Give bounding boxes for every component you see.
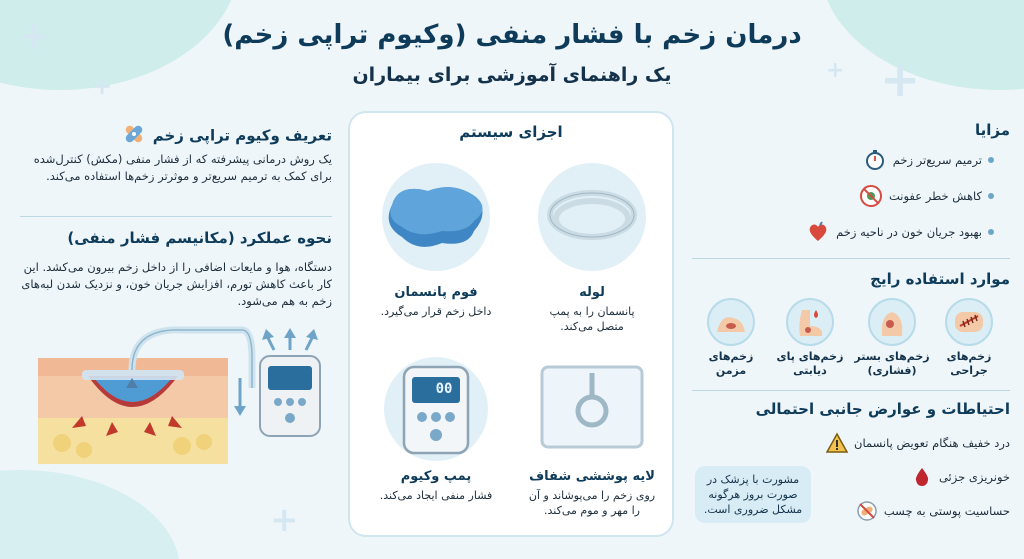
- bullet: [988, 229, 994, 235]
- component-foam-desc: داخل زخم قرار می‌گیرد.: [380, 305, 492, 318]
- diabetic-foot-icon: [786, 298, 834, 346]
- stopwatch-icon: [863, 148, 887, 172]
- film-icon: [522, 353, 662, 463]
- component-tube-desc: پانسمان را به پمپ متصل می‌کند.: [549, 305, 635, 333]
- warning-icon: [826, 432, 848, 454]
- component-film-desc: روی زخم را می‌پوشاند و آن را مهر و موم می‌کند.: [528, 489, 656, 517]
- component-film: [522, 353, 662, 533]
- benefit-item: [806, 220, 994, 244]
- precautions-title: احتیاطات و عوارض جانبی احتمالی: [755, 400, 1010, 418]
- divider: [20, 216, 332, 217]
- benefit-item-label: کاهش خطر عفونت: [888, 189, 982, 203]
- component-film-name: لایه پوششی شفاف: [529, 469, 655, 484]
- plus-decoration-icon: +: [826, 58, 845, 83]
- definition-text: یک روش درمانی پیشرفته که از فشار منفی (مکش) کنترل‌شده برای کمک به ترمیم سریع‌تر و موثرتر زخم‌ها استفاده می‌کند.: [33, 152, 332, 183]
- use-item-surgical: [934, 298, 1004, 378]
- wound-illustration: [32, 318, 328, 468]
- precaution-item-label: حساسیت پوستی به چسب: [883, 504, 1010, 518]
- component-tube-name: لوله: [579, 285, 605, 300]
- precaution-item-label: خونریزی جزئی: [938, 470, 1010, 484]
- component-foam-name: فوم پانسمان: [394, 285, 478, 300]
- divider: [692, 258, 1010, 259]
- use-item-pressure: [852, 298, 932, 378]
- page-subtitle: یک راهنمای آموزشی برای بیماران: [352, 64, 672, 86]
- no-germs-icon: [859, 184, 883, 208]
- doctor-consult-note: مشورت با پزشک در صورت بروز هرگونه مشکل ضروری است.: [695, 466, 811, 523]
- surgical-wound-icon: [945, 298, 993, 346]
- use-item-label: زخم‌های بستر (فشاری): [854, 350, 930, 377]
- use-item-label: زخم‌های مزمن: [708, 350, 754, 377]
- benefit-item-label: بهبود جریان خون در ناحیه زخم: [836, 225, 982, 239]
- pump-display-readout: 00: [435, 381, 453, 397]
- chronic-wound-icon: [707, 298, 755, 346]
- pump-icon: [358, 353, 514, 463]
- use-item-diabetic: [770, 298, 850, 378]
- component-pump: [358, 353, 514, 533]
- blood-drop-icon: [911, 466, 933, 488]
- use-item-label: زخم‌های پای دیابتی: [776, 350, 844, 377]
- plus-decoration-icon: +: [18, 14, 50, 58]
- component-pump-name: پمپ وکیوم: [400, 469, 472, 484]
- mechanism-text: دستگاه، هوا و مایعات اضافی را از داخل زخم بیرون می‌کشد. این کار باعث کاهش تورم، افزایش جریان خون، و نزدیک شدن لبه‌های زخم به هم می‌شود.: [21, 260, 332, 308]
- uses-title: موارد استفاده رایج: [870, 270, 1010, 288]
- bullet: [988, 193, 994, 199]
- definition-title-text: تعریف وکیوم تراپی زخم: [152, 126, 332, 145]
- definition-title: [10, 121, 332, 151]
- precaution-item: [856, 500, 1010, 522]
- pressure-ulcer-icon: [868, 298, 916, 346]
- components-panel: [348, 111, 674, 537]
- background-wave-bottom-left: [0, 470, 180, 559]
- plus-decoration-icon: +: [270, 500, 299, 540]
- precaution-item: [911, 466, 1010, 488]
- bandage-icon: [121, 121, 147, 151]
- bullet: [988, 157, 994, 163]
- component-foam: [358, 157, 514, 347]
- benefit-item: [863, 148, 994, 172]
- foam-icon: [358, 157, 514, 277]
- use-item-label: زخم‌های جراحی: [946, 350, 992, 377]
- page-title: درمان زخم با فشار منفی (وکیوم تراپی زخم): [222, 20, 802, 50]
- plus-decoration-icon: +: [92, 72, 113, 100]
- use-item-chronic: [696, 298, 766, 378]
- heart-icon: [806, 220, 830, 244]
- component-pump-desc: فشار منفی ایجاد می‌کند.: [379, 489, 493, 502]
- tube-icon: [522, 157, 662, 277]
- background-wave-top-right: [820, 0, 1024, 90]
- divider: [692, 390, 1010, 391]
- benefit-item-label: ترمیم سریع‌تر زخم: [892, 153, 982, 167]
- benefit-item: [859, 184, 994, 208]
- components-title: اجزای سیستم: [459, 123, 563, 141]
- plus-decoration-icon: +: [880, 52, 921, 108]
- mechanism-title: نحوه عملکرد (مکانیسم فشار منفی): [67, 229, 332, 247]
- no-adhesive-icon: [856, 500, 878, 522]
- precaution-item: [826, 432, 1010, 454]
- benefits-title: مزایا: [974, 121, 1010, 139]
- precaution-item-label: درد خفیف هنگام تعویض پانسمان: [854, 436, 1010, 450]
- component-tube: [522, 157, 662, 347]
